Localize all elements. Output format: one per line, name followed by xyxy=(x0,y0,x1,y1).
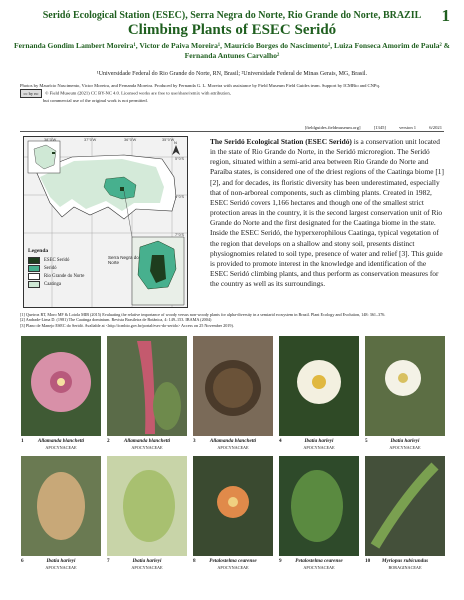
photo-credits: Photos by Maurício Nascimento, Victor Moreira, and Fernanda Moreira. Produced by Fernanda G. L. Moreira with assistance by Field Museum Field Guides team. Support by ICMBio and CNPq. xyxy=(20,83,380,88)
page-title: Climbing Plants of ESEC Seridó xyxy=(127,22,337,38)
credits xyxy=(20,83,450,103)
photo-caption: 1 Allamanda blanchetti APOCYNACEAE xyxy=(21,438,85,450)
intro-lead: The Seridó Ecological Station (ESEC Seridó) xyxy=(210,137,352,146)
reference: [3] Plano de Manejo ESEC do Seridó. Avaliable at <http://icmbio.gov.br/portal/esec-do-serido> Access on 25 November 2019). xyxy=(20,322,234,328)
legend-item: Caatinga xyxy=(28,280,92,288)
divider xyxy=(20,131,444,132)
references xyxy=(20,312,450,328)
photo-caption: 7 Ibatia harleyi APOCYNACEAE xyxy=(107,558,163,570)
photo-caption: 10 Myriopus rubicundus BORAGINACEAE xyxy=(365,558,429,570)
photo-caption: 9 Petalostelma cearense APOCYNACEAE xyxy=(279,558,343,570)
lon-tick: 35°0'W xyxy=(162,138,175,142)
photo-caption: 6 Ibatia harleyi APOCYNACEAE xyxy=(21,558,77,570)
lat-tick: 6°0'S xyxy=(175,195,184,199)
photo-8 xyxy=(193,456,273,556)
svg-text:N: N xyxy=(174,140,177,145)
city-label: Serra Negra do Norte xyxy=(108,255,139,265)
photo-caption: 5 Ibatia harleyi APOCYNACEAE xyxy=(365,438,421,450)
legend-item: ESEC Seridó xyxy=(28,256,92,264)
super-title: Seridó Ecological Station (ESEC), Serra Negra do Norte, Rio Grande do Norte, BRAZIL xyxy=(42,10,422,21)
lon-tick: 37°0'W xyxy=(84,138,97,142)
page-number: 1 xyxy=(441,6,450,25)
lat-tick: 7°0'S xyxy=(175,233,184,237)
license-text: © Field Museum (2021) CC BY-NC 4.0. Licensed works are free to use/share/remix with attribution, xyxy=(45,90,231,96)
lon-tick: 36°0'W xyxy=(124,138,137,142)
lat-tick: 5°0'S xyxy=(175,157,184,161)
legend-item: Seridó xyxy=(28,264,92,272)
legend-title: Legenda xyxy=(28,248,49,254)
photo-10 xyxy=(365,456,445,556)
version: version 1 xyxy=(399,125,417,130)
photo-caption: 8 Petalostelma cearense APOCYNACEAE xyxy=(193,558,257,570)
reference: [1] Queiroz RT, Moro MF & Loiola MIB (2015) Evaluating the relative importance of woody versus non-woody plants for alpha-diversity in a semiarid ecosystem in Brazil. Plant Ecology and Evolution, 148: 361–376. xyxy=(20,312,386,317)
reference: [2] Andrade-Lima D. (1981) The Caatinga dominium. Revista Brasileira de Botânica, 4: 149–153. IBAMA (2004) xyxy=(20,317,212,323)
cc-license-icon: cc by nc xyxy=(20,89,42,98)
photo-5 xyxy=(365,336,445,436)
date: 6/2021 xyxy=(429,125,442,130)
photo-6 xyxy=(21,456,101,556)
photo-caption: 2 Allamanda blanchetti APOCYNACEAE xyxy=(107,438,171,450)
affiliations: ¹Universidade Federal do Rio Grande do Norte, RN, Brasil; ²Universidade Federal de Minas Gerais, MG, Brasil. xyxy=(96,71,368,77)
photo-3 xyxy=(193,336,273,436)
license-text-2: but commercial use of the original work is not permitted. xyxy=(43,97,148,103)
photo-2 xyxy=(107,336,187,436)
photo-caption: 4 Ibatia harleyi APOCYNACEAE xyxy=(279,438,335,450)
site-link[interactable]: [fieldguides.fieldmuseum.org] xyxy=(304,125,361,130)
authors: Fernanda Gondim Lambert Moreira¹, Victor de Paiva Moreira¹, Maurício Borges do Nascimento², Luiza Fonseca Amorim de Paula² & Fernanda Antunes Carvalho² xyxy=(14,41,450,60)
legend-item: Rio Grande do Norte xyxy=(28,272,92,280)
photo-caption: 3 Allamanda blanchetti APOCYNACEAE xyxy=(193,438,257,450)
photo-4 xyxy=(279,336,359,436)
map-legend xyxy=(28,248,92,288)
photo-7 xyxy=(107,456,187,556)
photo-9 xyxy=(279,456,359,556)
intro-body: is a conservation unit located in the state of Rio Grande do Norte, in the Seridó microregion. The Seridó region, situated within a semi-arid area between Rio Grande do Norte and Paraíba states, is considered one of the driest regions of the Caatinga biome [1][2], and for decades, its floristic diversity has been underestimated, especially that of non-arboreal components, such as climbing plants. Created in 1982, ESEC Seridó covers 1,166 hectares and though one of the smallest strict protection areas in the country, it is the second largest conservation unit of Rio Grande do Norte and the first designated for the Caatinga biome in the state. Inside the ESEC Seridó, the hyperxerophilous Caatinga, typical vegetation of the region that develops on a shallow and stony soil, presents distinct physiognomies related to soil type, presence of water and relief [3]. This guide is provided to promote interest in the knowledge and identification of the ESEC Seridó climbing plants, and thus perform as conservation measures for the country as well as its surroundings. xyxy=(210,137,444,289)
lon-tick: 38°0'W xyxy=(44,138,57,142)
guide-meta xyxy=(293,125,442,130)
guide-id: [1345] xyxy=(373,125,386,130)
photo-1 xyxy=(21,336,101,436)
intro-paragraph xyxy=(210,137,445,289)
